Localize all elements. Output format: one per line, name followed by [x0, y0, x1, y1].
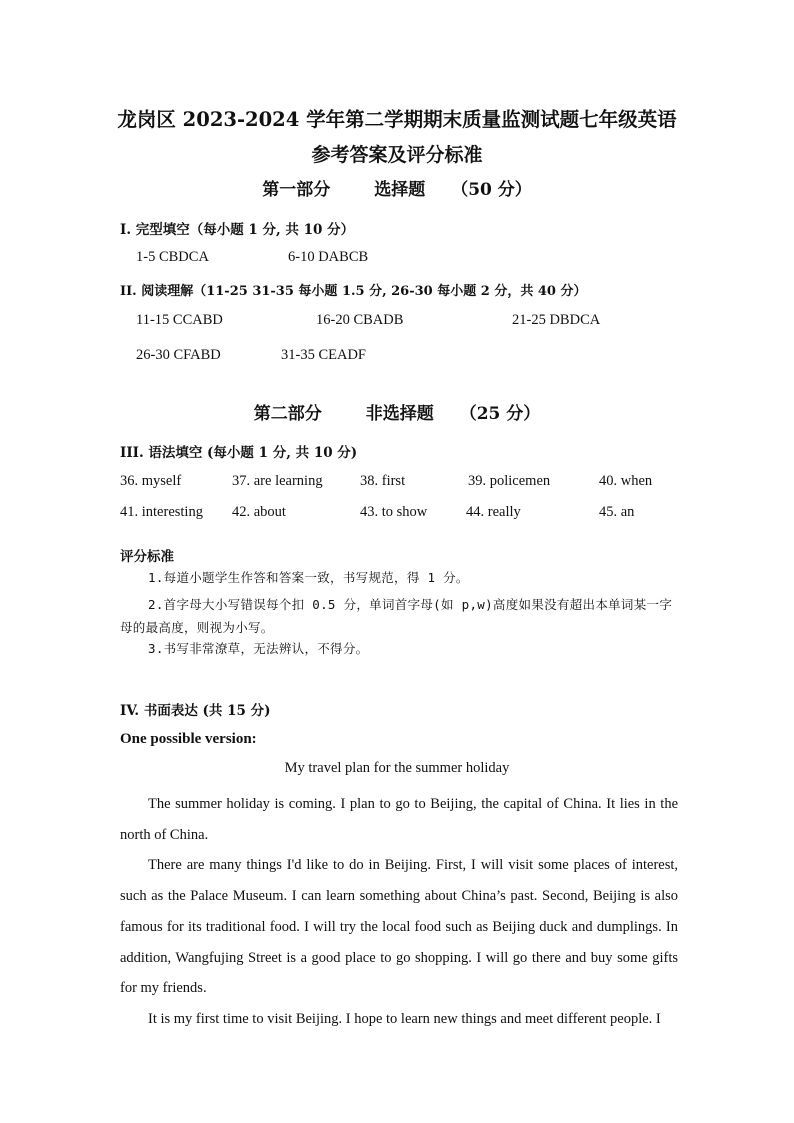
section1-heading: I. 完型填空（每小题 1 分, 共 10 分） — [120, 222, 355, 238]
part2-heading — [0, 399, 794, 424]
criteria-item: 2.首字母大小写错误每个扣 0.5 分，单词首字母(如 p,w)高度如果没有超出本单词某一字母的最高度，则视为小写。 — [120, 597, 673, 635]
essay-paragraph: It is my first time to visit Beijing. I hope to learn new things and meet different people. I — [148, 1010, 661, 1027]
section1-answer: 1-5 CBDCA — [136, 249, 209, 265]
criteria-item: 1.每道小题学生作答和答案一致，书写规范，得 1 分。 — [148, 570, 469, 585]
section2-answer: 11-15 CCABD — [136, 312, 223, 328]
document-title: 龙岗区 2023-2024 学年第二学期期末质量监测试题七年级英语 — [117, 108, 677, 131]
grammar-answer: 45. an — [599, 504, 635, 520]
section3-heading: III. 语法填空 (每小题 1 分, 共 10 分) — [120, 445, 358, 461]
section2-answer: 31-35 CEADF — [281, 347, 366, 363]
grammar-answer: 38. first — [360, 473, 406, 489]
grammar-answer: 37. are learning — [232, 473, 323, 489]
essay-title: My travel plan for the summer holiday — [284, 760, 510, 776]
grammar-answer: 36. myself — [120, 473, 182, 489]
section2-answer: 21-25 DBDCA — [512, 312, 601, 328]
section2-answer: 26-30 CFABD — [136, 347, 221, 363]
version-label: One possible version: — [120, 731, 257, 747]
essay-paragraph: There are many things I'd like to do in Beijing. First, I will visit some places of interest, such as the Palace Museum. I can learn something about China’s past. Second, Beijing is also famous for its traditional food. I will try the local food such as Beijing duck and dumplings. In addition, Wangfujing Street is a good place to go shopping. I will go there and buy some gifts for my friends. — [120, 857, 678, 997]
grammar-answer: 43. to show — [360, 504, 428, 520]
part1-score: （50 分） — [451, 180, 532, 200]
section2-answer: 16-20 CBADB — [316, 312, 404, 328]
essay-body — [120, 789, 678, 1035]
part1-heading — [0, 175, 794, 200]
section2-heading: II. 阅读理解（11-25 31-35 每小题 1.5 分, 26-30 每小题 2 分，共 40 分） — [120, 284, 587, 299]
essay-paragraph: The summer holiday is coming. I plan to go to Beijing, the capital of China. It lies in the north of China. — [120, 796, 678, 843]
part2-score: （25 分） — [459, 404, 541, 424]
part1-type: 选择题 — [374, 180, 426, 200]
criteria-heading: 评分标准 — [120, 549, 174, 565]
grammar-answer: 40. when — [599, 473, 653, 489]
section4-heading: IV. 书面表达 (共 15 分) — [120, 703, 271, 719]
grammar-answer: 41. interesting — [120, 504, 203, 520]
part2-name: 第二部分 — [253, 404, 322, 424]
criteria-item: 3.书写非常潦草，无法辨认，不得分。 — [148, 641, 369, 656]
part1-name: 第一部分 — [262, 180, 331, 200]
document-subtitle: 参考答案及评分标准 — [311, 144, 483, 166]
grammar-answer: 42. about — [232, 504, 286, 520]
part2-type: 非选择题 — [365, 404, 434, 424]
grammar-answer: 44. really — [466, 504, 521, 520]
grammar-answer: 39. policemen — [468, 473, 551, 489]
section1-answer: 6-10 DABCB — [288, 249, 369, 265]
